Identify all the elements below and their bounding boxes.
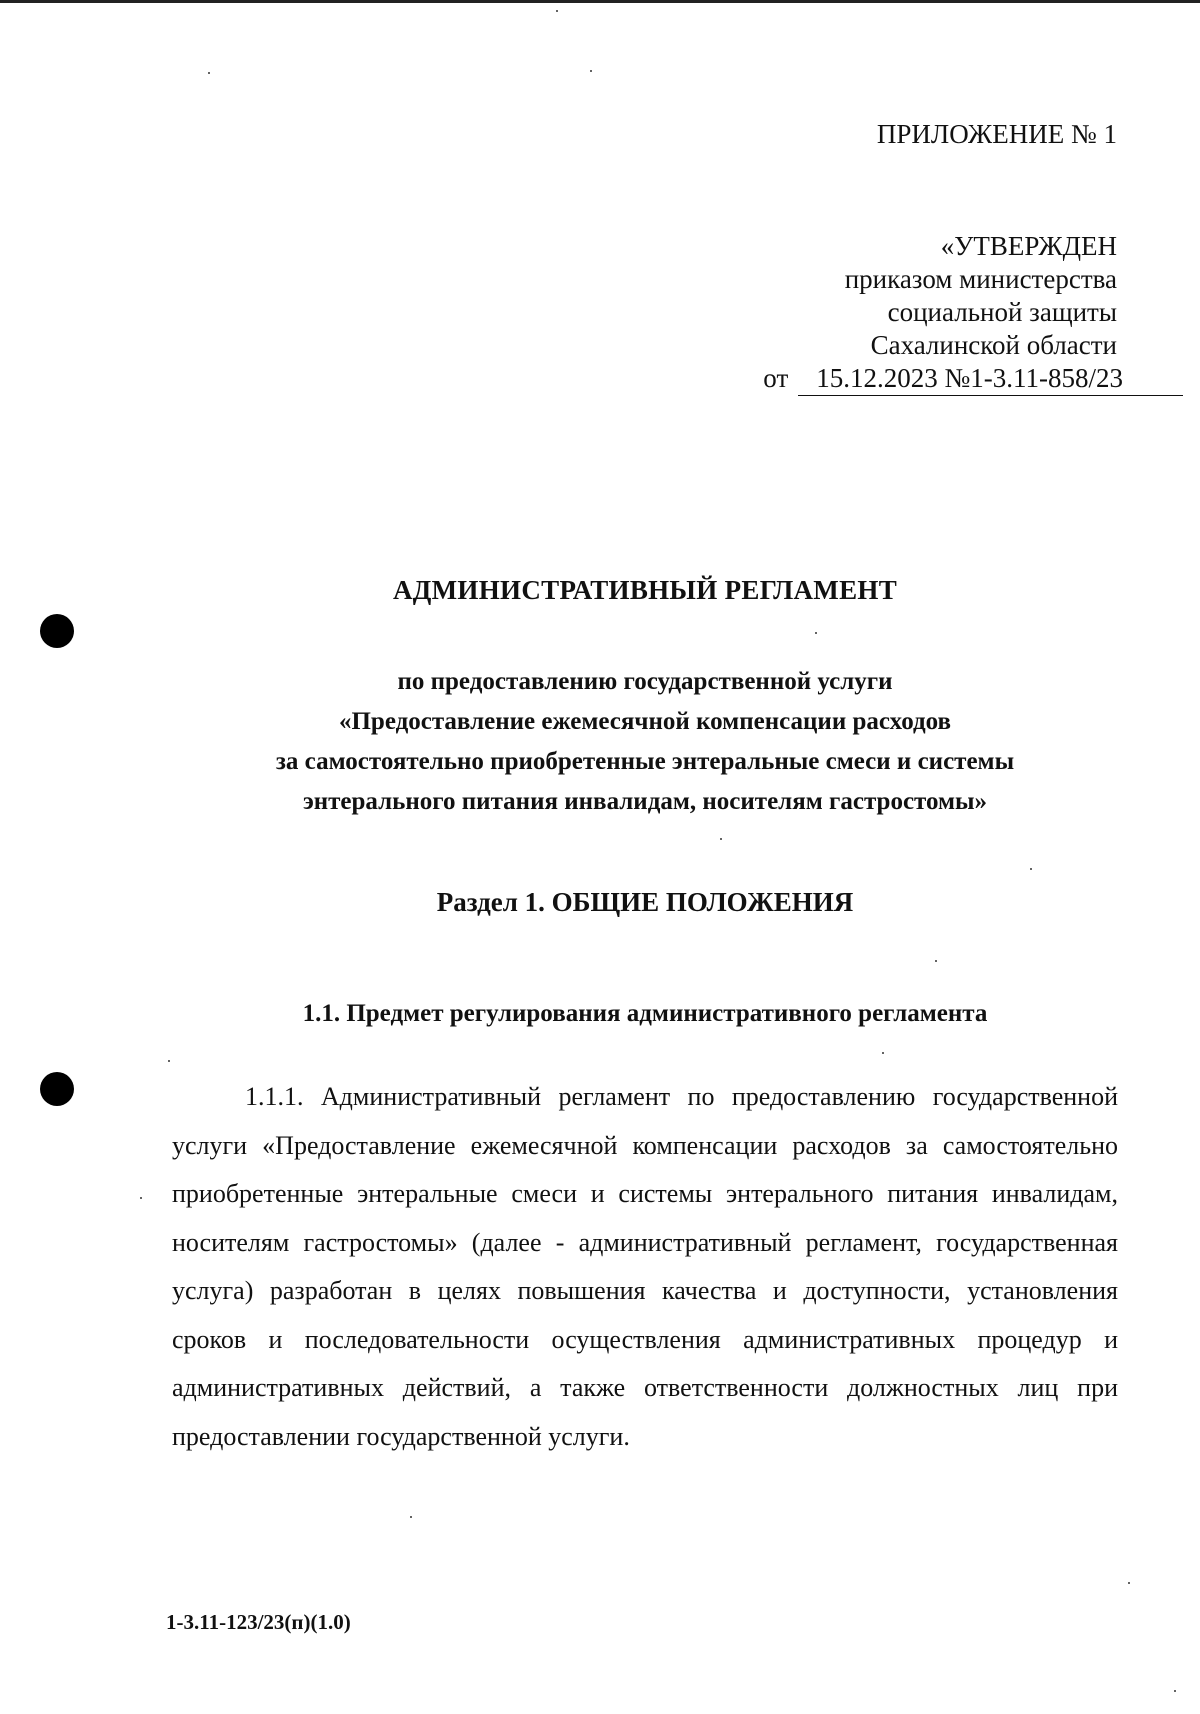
scan-speck	[1128, 1582, 1130, 1584]
subsection-heading: 1.1. Предмет регулирования административного регламента	[302, 1000, 988, 1027]
scan-speck	[815, 632, 817, 634]
scan-speck	[590, 70, 592, 72]
scan-speck	[168, 1060, 170, 1062]
approval-date-value: 15.12.2023 №1-3.11-858/23	[798, 362, 1183, 396]
section-heading: Раздел 1. ОБЩИЕ ПОЛОЖЕНИЯ	[436, 887, 854, 917]
scan-speck	[1174, 1690, 1176, 1692]
scan-speck	[1030, 868, 1032, 870]
scan-speck	[410, 1516, 412, 1518]
scan-top-edge	[0, 0, 1200, 3]
approval-block	[763, 230, 1123, 396]
scan-speck	[140, 1197, 142, 1199]
document-subtitle	[0, 662, 1200, 822]
scan-speck	[720, 838, 722, 840]
subtitle-line: по предоставлению государственной услуги	[397, 668, 893, 695]
document-code: 1-3.11-123/23(п)(1.0)	[166, 1610, 351, 1634]
scan-speck	[208, 72, 210, 74]
scan-speck	[882, 1052, 884, 1054]
subtitle-line: «Предоставление ежемесячной компенсации расходов	[338, 708, 951, 735]
punch-hole-upper	[40, 614, 74, 648]
punch-hole-lower	[40, 1072, 74, 1106]
appendix-label: ПРИЛОЖЕНИЕ № 1	[876, 119, 1117, 149]
body-paragraph: 1.1.1. Административный регламент по предоставлению государственной услуги «Предоставление ежемесячной компенсации расходов за самостоятельно приобретенные энтеральные смеси и системы энтерального питания инвалидам, носителям гастростомы» (далее - административный регламент, государственная услуга) разработан в целях повышения качества и доступности, установления сроков и последовательности осуществления административных процедур и административных действий, а также ответственности должностных лиц при предоставлении государственной услуги.	[172, 1082, 1118, 1451]
approval-line: Сахалинской области	[870, 330, 1117, 360]
approval-line: социальной защиты	[887, 297, 1117, 327]
scan-speck	[935, 960, 937, 962]
approval-line: «УТВЕРЖДЕН	[940, 231, 1117, 261]
scan-speck	[556, 10, 558, 12]
subtitle-line: за самостоятельно приобретенные энтеральные смеси и системы	[275, 748, 1015, 775]
approval-date-prefix: от	[763, 363, 789, 393]
document-title: АДМИНИСТРАТИВНЫЙ РЕГЛАМЕНТ	[392, 575, 898, 605]
approval-line: приказом министерства	[844, 264, 1117, 294]
approval-date-line	[763, 362, 1123, 396]
subtitle-line: энтерального питания инвалидам, носителям гастростомы»	[302, 788, 988, 815]
